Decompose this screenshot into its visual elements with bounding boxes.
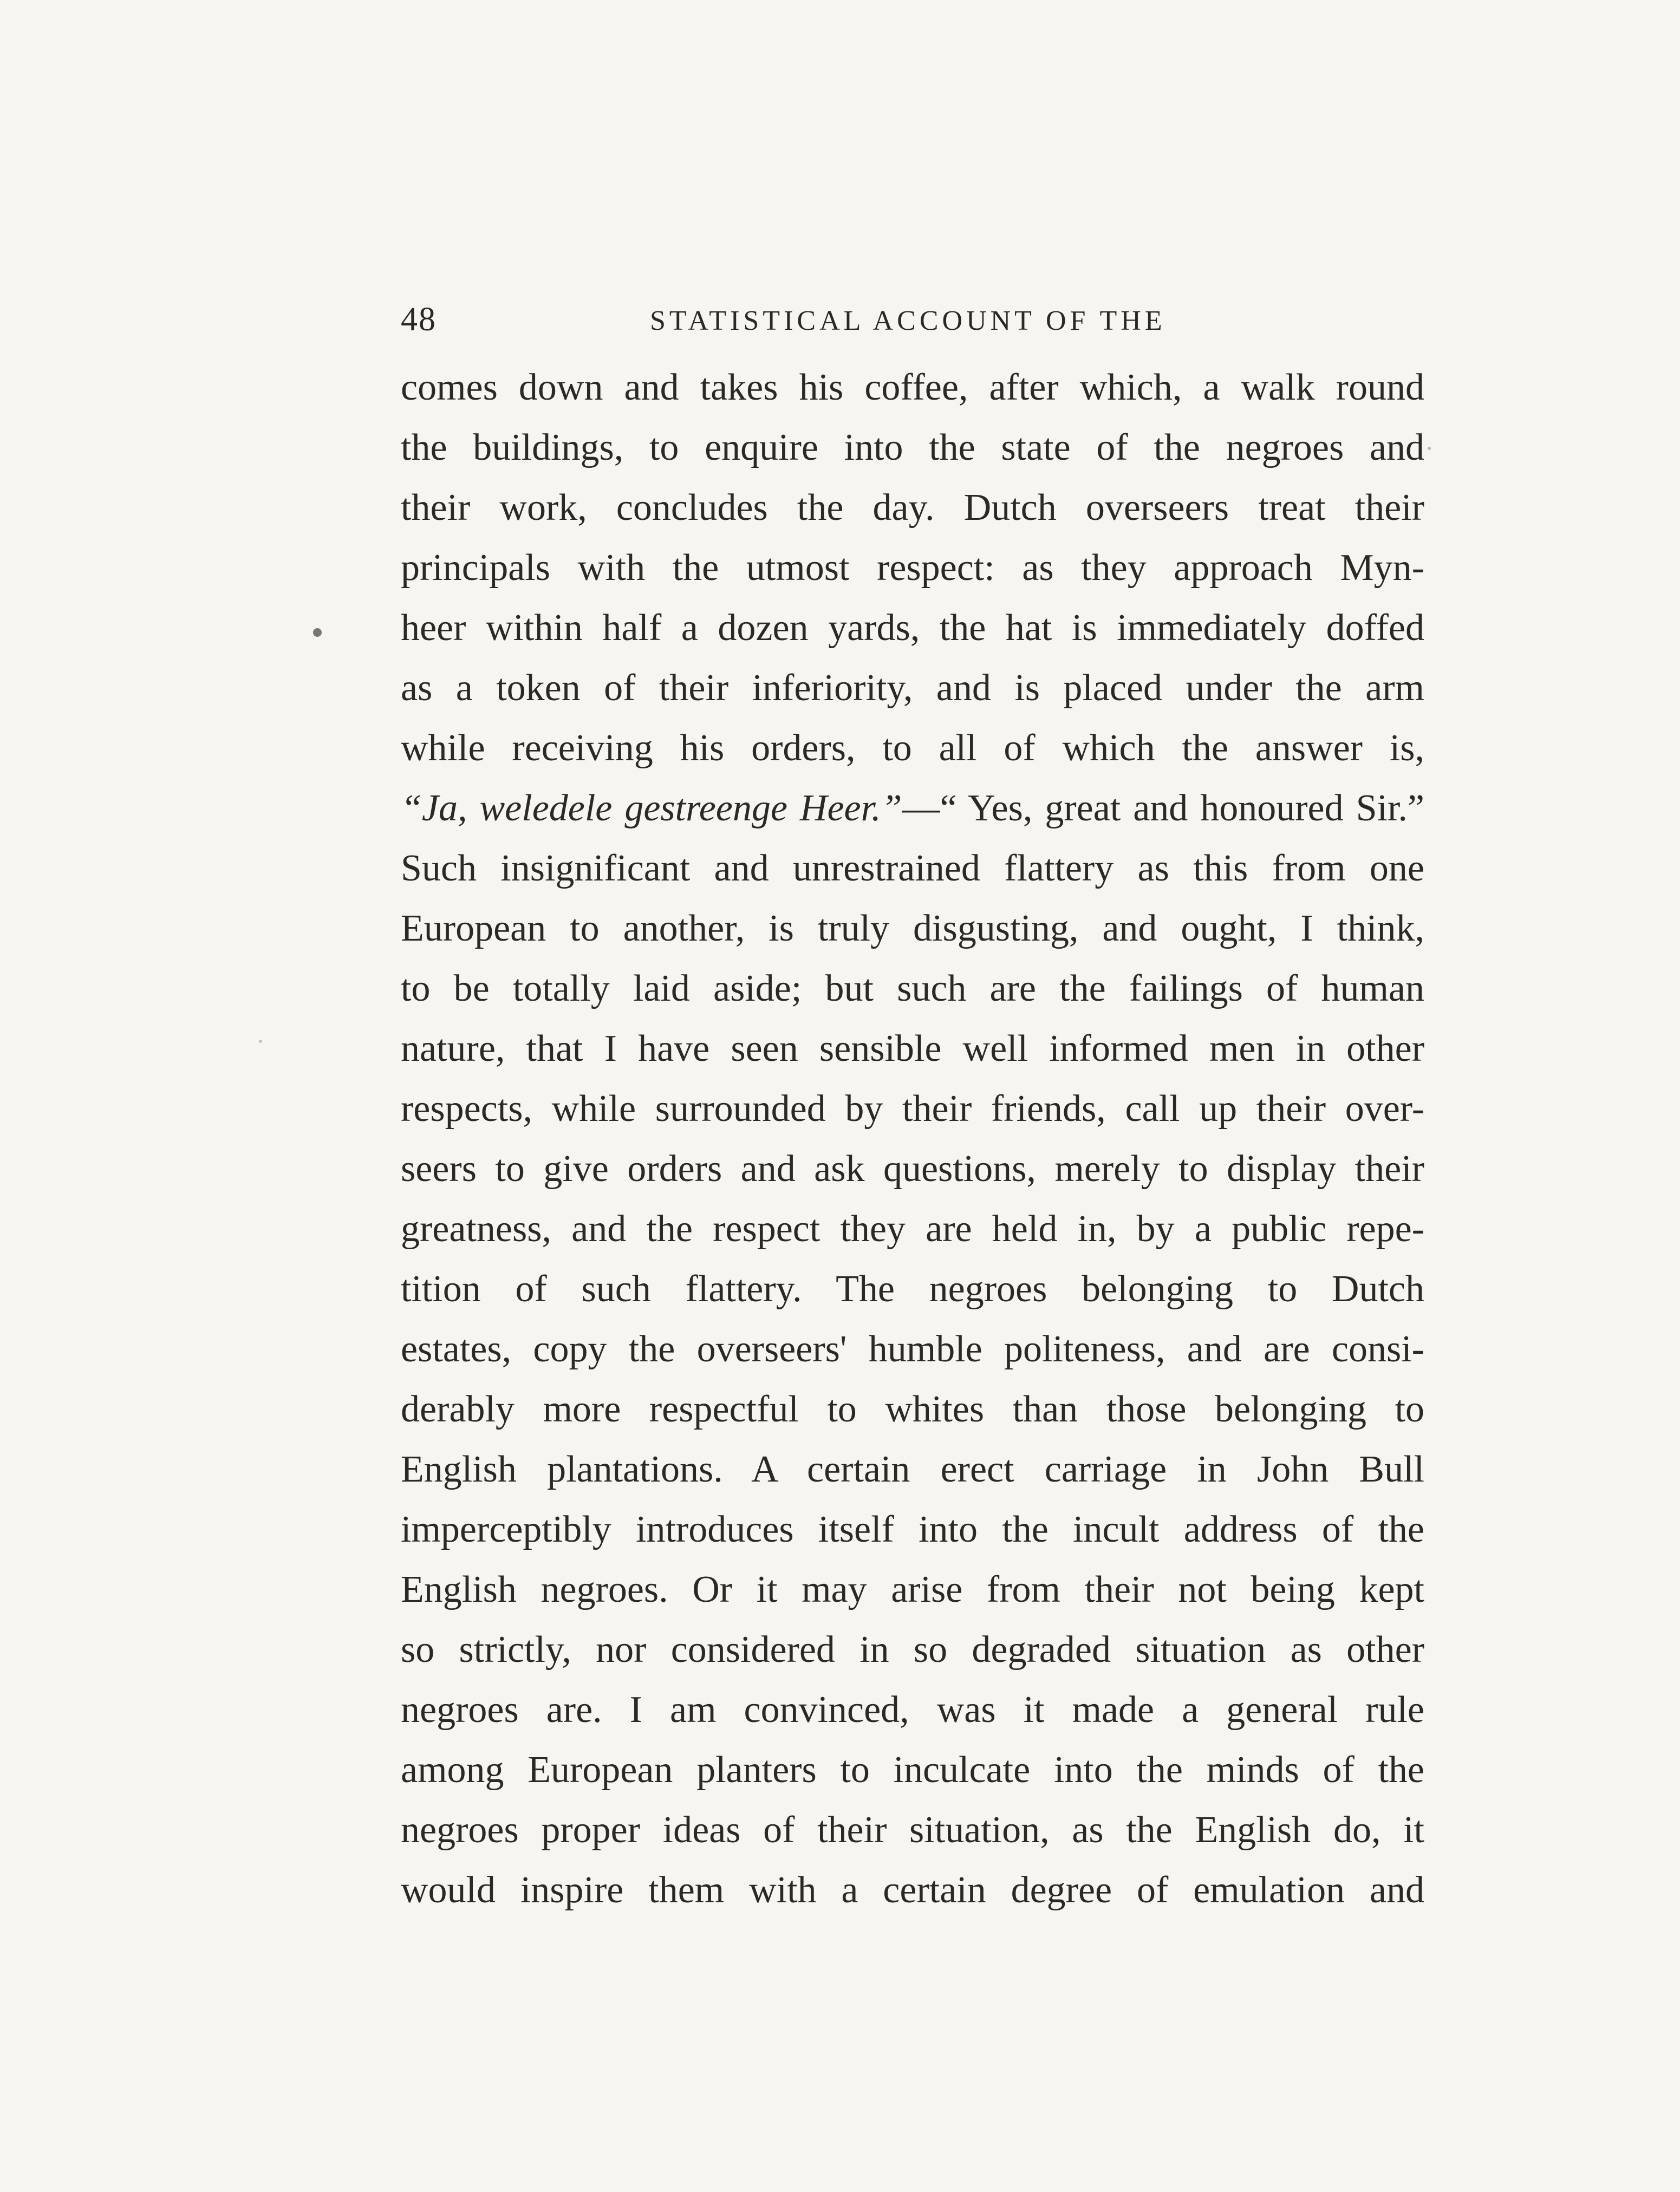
text-line: negroes proper ideas of their situation, as the English do, it: [401, 1809, 1424, 1851]
text-line: to be totally laid aside; but such are the failings of human: [401, 968, 1424, 1009]
paper-speck: [313, 628, 322, 637]
text-line: while receiving his orders, to all of which the answer is,: [401, 727, 1424, 769]
text-line: the buildings, to enquire into the state of the negroes and: [401, 427, 1424, 468]
text-line: derably more respectful to whites than those belonging to: [401, 1388, 1424, 1430]
text-line: estates, copy the overseers' humble politeness, and are consi-: [401, 1328, 1424, 1370]
text-line: seers to give orders and ask questions, merely to display their: [401, 1148, 1424, 1190]
paper-speck: [1428, 447, 1431, 450]
paper-speck: [259, 1040, 262, 1043]
text-line: among European planters to inculcate into the minds of the: [401, 1749, 1424, 1791]
dutch-quote: “Ja, weledele gestreenge Heer.”: [401, 787, 902, 829]
text-line: tition of such flattery. The negroes belonging to Dutch: [401, 1268, 1424, 1310]
text-line: principals with the utmost respect: as they approach Myn-: [401, 547, 1424, 589]
text-line: imperceptibly introduces itself into the incult address of the: [401, 1509, 1424, 1550]
text-line: respects, while surrounded by their friends, call up their over-: [401, 1088, 1424, 1130]
text-line: heer within half a dozen yards, the hat is immediately doffed: [401, 607, 1424, 649]
text-line: comes down and takes his coffee, after which, a walk round: [401, 367, 1424, 408]
text-line: nature, that I have seen sensible well informed men in other: [401, 1028, 1424, 1069]
english-translation: —“ Yes, great and honoured Sir.”: [902, 787, 1424, 829]
text-line: as a token of their inferiority, and is placed under the arm: [401, 667, 1424, 709]
text-line: negroes are. I am convinced, was it made a general rule: [401, 1689, 1424, 1731]
page-number: 48: [401, 301, 437, 338]
text-line: greatness, and the respect they are held in, by a public repe-: [401, 1208, 1424, 1250]
body-text: [401, 357, 1424, 1920]
text-line: their work, concludes the day. Dutch overseers treat their: [401, 487, 1424, 529]
quote-line: [401, 778, 1424, 838]
text-line: would inspire them with a certain degree of emulation and: [401, 1869, 1424, 1911]
page-header: [401, 295, 1208, 344]
text-line: European to another, is truly disgusting, and ought, I think,: [401, 908, 1424, 949]
text-line: English plantations. A certain erect carriage in John Bull: [401, 1449, 1424, 1490]
text-line: English negroes. Or it may arise from their not being kept: [401, 1569, 1424, 1610]
text-line: so strictly, nor considered in so degraded situation as other: [401, 1629, 1424, 1671]
text-line: Such insignificant and unrestrained flattery as this from one: [401, 847, 1424, 889]
running-head: STATISTICAL ACCOUNT OF THE: [650, 305, 1166, 336]
